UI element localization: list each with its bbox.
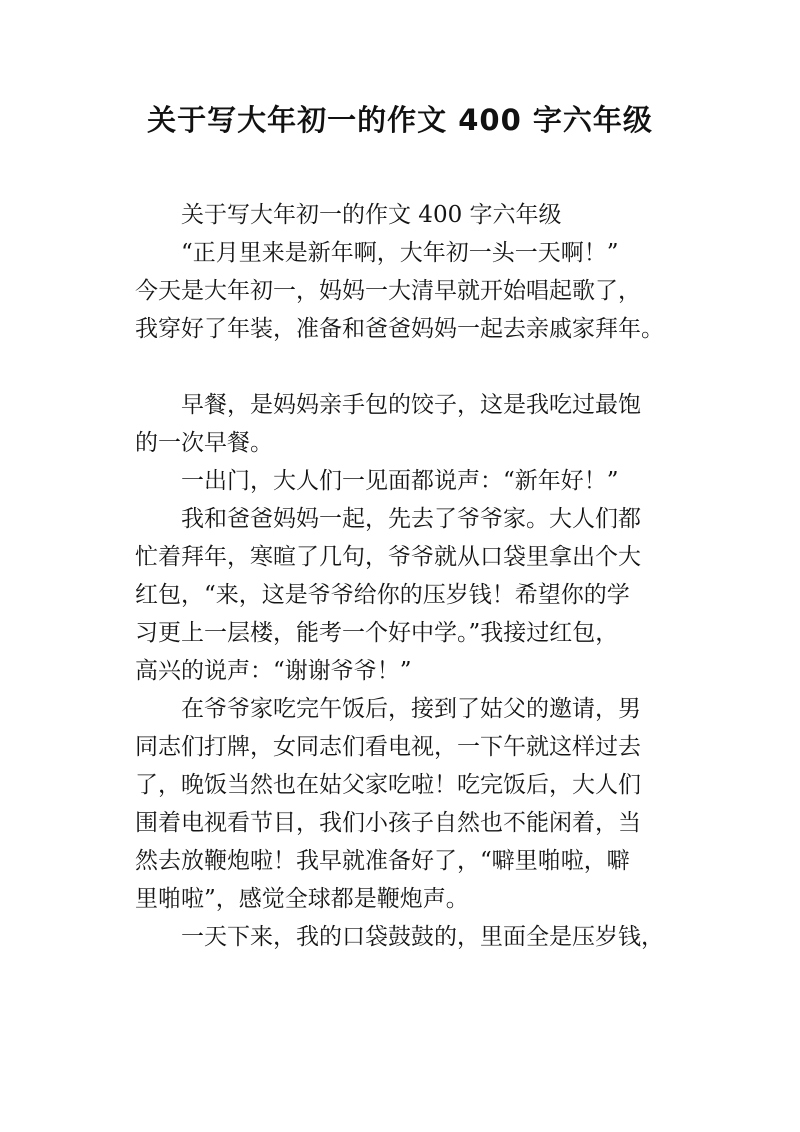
paragraph-line: 习更上一层楼，能考一个好中学。”我接过红包， [135, 620, 619, 646]
paragraph-line: 早餐，是妈妈亲手包的饺子，这是我吃过最饱 [181, 392, 641, 418]
paragraph-line: 里啪啦”，感觉全球都是鞭炮声。 [135, 886, 469, 912]
page-title: 关于写大年初一的作文 400 字六年级 [147, 103, 653, 137]
paragraph-line: 一出门，大人们一见面都说声：“新年好！” [181, 468, 619, 494]
paragraph-line: 在爷爷家吃完午饭后，接到了姑父的邀请，男 [181, 696, 641, 722]
article-body [135, 196, 670, 956]
paragraph-gap [135, 348, 670, 386]
paragraph-line: “正月里来是新年啊，大年初一头一天啊！” [181, 240, 619, 266]
paragraph-line: 然去放鞭炮啦！我早就准备好了，“噼里啪啦，噼 [135, 848, 630, 874]
paragraph-line: 忙着拜年，寒暄了几句，爷爷就从口袋里拿出个大 [135, 544, 641, 570]
paragraph-line: 一天下来，我的口袋鼓鼓的，里面全是压岁钱， [181, 924, 664, 950]
paragraph-line: 我穿好了年装，准备和爸爸妈妈一起去亲戚家拜年。 [135, 316, 664, 342]
paragraph-line: 围着电视看节目，我们小孩子自然也不能闲着，当 [135, 810, 641, 836]
paragraph-line: 高兴的说声：“谢谢爷爷！” [135, 658, 412, 684]
paragraph-line: 我和爸爸妈妈一起，先去了爷爷家。大人们都 [181, 506, 641, 532]
paragraph-line: 同志们打牌，女同志们看电视，一下午就这样过去 [135, 734, 641, 760]
paragraph-line: 了，晚饭当然也在姑父家吃啦！吃完饭后，大人们 [135, 772, 641, 798]
paragraph-line: 红包，“来，这是爷爷给你的压岁钱！希望你的学 [135, 582, 630, 608]
paragraph-line: 的一次早餐。 [135, 430, 273, 456]
paragraph-line: 今天是大年初一，妈妈一大清早就开始唱起歌了， [135, 278, 641, 304]
paragraph-line: 关于写大年初一的作文 400 字六年级 [181, 202, 562, 228]
